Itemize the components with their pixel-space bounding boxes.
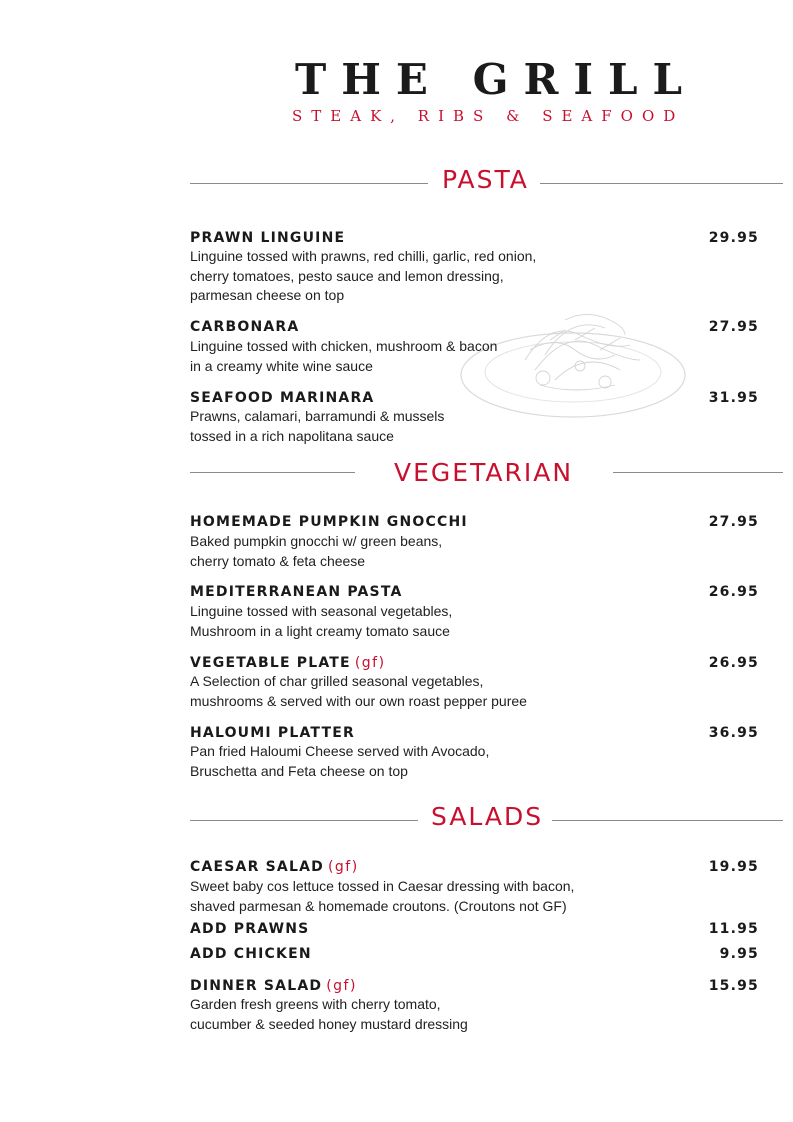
- desc-line: cherry tomato & feta cheese: [190, 552, 366, 569]
- desc-line: cherry tomatoes, pesto sauce and lemon dressing,: [190, 267, 504, 284]
- menu-item-desc: [190, 995, 468, 1034]
- desc-line: Mushroom in a light creamy tomato sauce: [190, 622, 450, 639]
- desc-line: cucumber & seeded honey mustard dressing: [190, 1015, 468, 1032]
- menu-item-desc: [190, 247, 536, 306]
- desc-line: in a creamy white wine sauce: [190, 357, 373, 374]
- menu-item-price: 26.95: [708, 584, 759, 600]
- menu-item-desc: [190, 407, 444, 446]
- desc-line: Sweet baby cos lettuce tossed in Caesar dressing with bacon,: [190, 878, 575, 894]
- desc-line: Linguine tossed with chicken, mushroom & bacon: [190, 338, 498, 354]
- section-heading-vegetarian: VEGETARIAN: [394, 458, 574, 487]
- menu-item-desc: [190, 337, 497, 376]
- salads-rule-left: [190, 820, 418, 821]
- desc-line: Garden fresh greens with cherry tomato,: [190, 996, 441, 1012]
- desc-line: mushrooms & served with our own roast pepper puree: [190, 692, 527, 709]
- section-heading-salads: SALADS: [431, 802, 544, 831]
- menu-item-desc: [190, 877, 574, 916]
- menu-item-price: 36.95: [708, 725, 759, 741]
- desc-line: Baked pumpkin gnocchi w/ green beans,: [190, 533, 443, 549]
- item-name-text: CAESAR SALAD: [190, 859, 324, 875]
- desc-line: A Selection of char grilled seasonal vegetables,: [190, 673, 484, 689]
- menu-item-price: 26.95: [708, 655, 759, 671]
- item-name-text: VEGETABLE PLATE: [190, 655, 351, 671]
- desc-line: Prawns, calamari, barramundi & mussels: [190, 408, 445, 424]
- menu-item-desc: [190, 672, 527, 711]
- section-heading-pasta: PASTA: [442, 165, 529, 194]
- menu-item-price: 27.95: [708, 319, 759, 335]
- menu-item-price: 9.95: [719, 946, 759, 962]
- menu-item-price: 19.95: [708, 859, 759, 875]
- restaurant-subtitle: STEAK, RIBS & SEAFOOD: [292, 107, 685, 125]
- menu-item-name: ADD PRAWNS: [190, 921, 310, 937]
- gluten-free-tag: (gf): [354, 655, 386, 671]
- restaurant-title: THE GRILL: [295, 55, 698, 104]
- vegetarian-rule-right: [613, 472, 783, 473]
- gluten-free-tag: (gf): [326, 978, 357, 994]
- item-name-text: DINNER SALAD: [190, 978, 323, 994]
- menu-item-name: [190, 977, 357, 995]
- desc-line: parmesan cheese on top: [190, 287, 345, 303]
- menu-item-price: 29.95: [708, 230, 759, 246]
- desc-line: Bruschetta and Feta cheese on top: [190, 762, 408, 779]
- vegetarian-rule-left: [190, 472, 355, 473]
- menu-item-name: MEDITERRANEAN PASTA: [190, 584, 403, 600]
- menu-item-name: SEAFOOD MARINARA: [190, 390, 375, 406]
- desc-line: tossed in a rich napolitana sauce: [190, 427, 394, 444]
- menu-item-name: [190, 654, 386, 672]
- menu-item-price: 27.95: [708, 514, 759, 530]
- desc-line: shaved parmesan & homemade croutons. (Croutons not GF): [190, 897, 567, 914]
- menu-item-name: CARBONARA: [190, 319, 300, 335]
- menu-item-desc: [190, 532, 442, 571]
- menu-item-name: ADD CHICKEN: [190, 946, 312, 962]
- desc-line: Linguine tossed with prawns, red chilli, garlic, red onion,: [190, 248, 537, 264]
- menu-item-name: HOMEMADE PUMPKIN GNOCCHI: [190, 514, 468, 530]
- desc-line: Linguine tossed with seasonal vegetables,: [190, 603, 453, 619]
- salads-rule-right: [552, 820, 783, 821]
- menu-item-name: [190, 858, 359, 876]
- pasta-rule-left: [190, 183, 428, 184]
- menu-item-name: PRAWN LINGUINE: [190, 230, 346, 246]
- menu-item-desc: [190, 742, 489, 781]
- pasta-rule-right: [540, 183, 783, 184]
- menu-item-desc: [190, 602, 452, 641]
- menu-item-price: 15.95: [708, 978, 759, 994]
- gluten-free-tag: (gf): [327, 859, 359, 875]
- menu-item-name: HALOUMI PLATTER: [190, 725, 355, 741]
- desc-line: Pan fried Haloumi Cheese served with Avocado,: [190, 743, 490, 759]
- menu-item-price: 31.95: [708, 390, 759, 406]
- menu-item-price: 11.95: [708, 921, 759, 937]
